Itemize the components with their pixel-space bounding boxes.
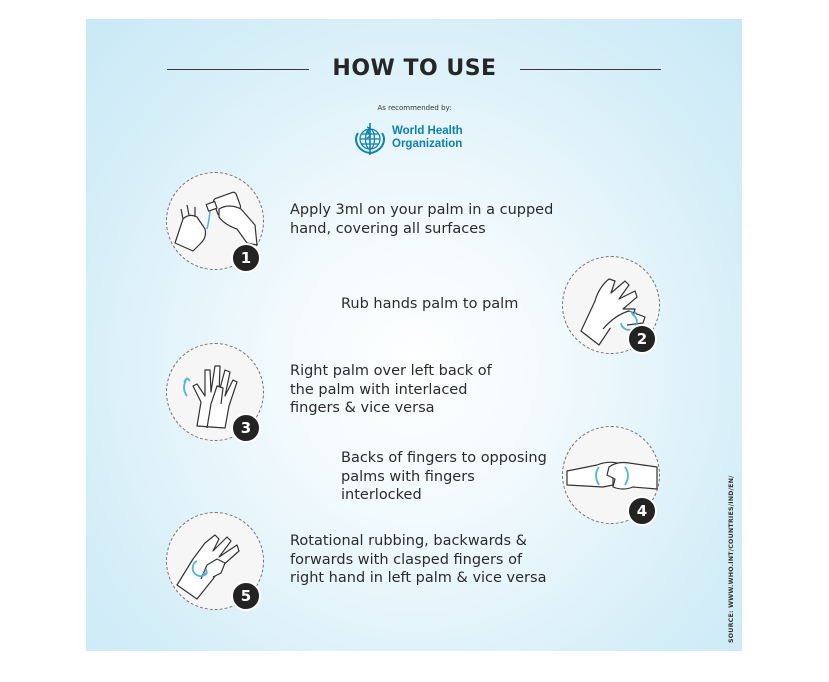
step-1-badge: 1 [231,243,261,273]
who-name [392,125,463,151]
step-2-badge: 2 [627,324,657,354]
who-name-line1: World Health [392,125,463,137]
step-4-badge: 4 [627,496,657,526]
step-5-badge: 5 [231,581,261,611]
who-logo [350,119,480,159]
step-2-text: Rub hands palm to palm [341,296,519,312]
step-1-text: Apply 3ml on your palm in a cupped hand, covering all surfaces [290,202,554,237]
source-note: SOURCE: WWW.WHO.INT/COUNTRIES/IND/EN/ [728,475,735,643]
step-3-badge: 3 [231,413,261,443]
step-4-text: Backs of fingers to opposing palms with fingers interlocked [341,450,547,503]
who-name-line2: Organization [392,138,463,150]
who-emblem-icon [350,119,390,159]
step-5-text: Rotational rubbing, backwards & forwards with clasped fingers of right hand in left palm & vice versa [290,533,547,586]
recommended-by-label: As recommended by: [377,104,452,112]
step-3-text: Right palm over left back of the palm with interlaced fingers & vice versa [290,363,492,416]
page-title: HOW TO USE [332,56,497,81]
